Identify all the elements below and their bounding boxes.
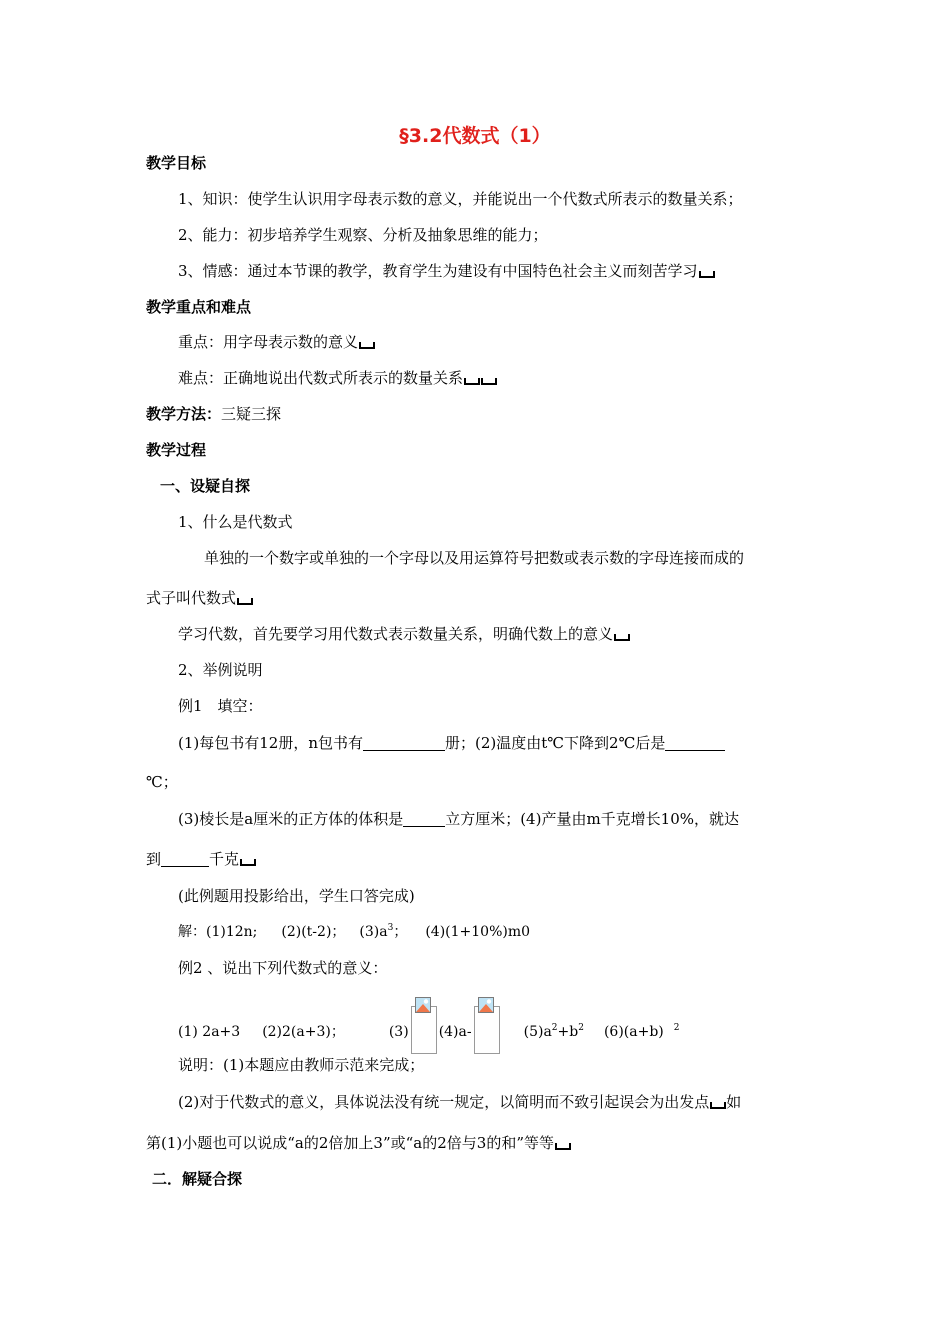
method-heading: 教学方法： (146, 405, 222, 423)
ex1-part5: 到 (146, 850, 162, 868)
ex1-part3: (3)棱长是a厘米的正方体的体积是 (178, 810, 404, 828)
process-heading: 教学过程 (146, 441, 207, 459)
page-title: §3.2代数式（1） (399, 125, 551, 147)
explanation-3 (146, 1133, 571, 1153)
ex2-item-1: (1) 2a+3 (178, 1024, 241, 1040)
example-1-line-4 (146, 849, 256, 869)
fill-blank (161, 850, 209, 867)
example-1-line-1 (178, 733, 725, 753)
paragraph-mark (240, 859, 256, 866)
solution-3-tail: ； (393, 924, 408, 940)
ex1-part1: (1)每包书有12册，n包书有 (178, 734, 363, 752)
example-2-items (178, 1006, 680, 1054)
goal-emotion (178, 261, 715, 281)
part1-heading: 一、设疑自探 (160, 477, 251, 495)
broken-image-frame (411, 1006, 437, 1054)
definition-line-2 (146, 588, 253, 608)
solution-2: (2)(t-2)； (281, 924, 346, 940)
fill-blank (665, 734, 725, 751)
explanation-1: 说明：(1)本题应由教师示范来完成； (178, 1056, 425, 1074)
ex2-item-5: (5)a (523, 1024, 552, 1040)
solution-label: 解： (178, 924, 206, 940)
ex2-item-4: (4)a- (438, 1024, 472, 1040)
ex1-part2: 册；(2)温度由t℃下降到2℃后是 (445, 734, 666, 752)
difficulty-text: 难点：正确地说出代数式所表示的数量关系 (178, 369, 464, 387)
solution-4: (4)(1+10%)m0 (425, 924, 531, 940)
definition-line-1: 单独的一个数字或单独的一个字母以及用运算符号把数或表示数的字母连接而成的 (204, 549, 745, 567)
key-point-text: 重点：用字母表示数的意义 (178, 333, 359, 351)
goal-ability: 2、能力：初步培养学生观察、分析及抽象思维的能力； (178, 226, 548, 244)
broken-image-icon (478, 997, 494, 1013)
learn-line (178, 624, 630, 644)
question-1: 1、什么是代数式 (178, 513, 293, 531)
fill-blank (363, 734, 445, 751)
ex2-item-5-exp-b: 2 (578, 1023, 584, 1033)
paragraph-mark (614, 634, 630, 641)
goals-heading: 教学目标 (146, 154, 207, 172)
keys-heading: 教学重点和难点 (146, 298, 252, 316)
ex1-part6: 千克 (209, 850, 240, 868)
ex2-item-2: (2)2(a+3)； (262, 1024, 345, 1040)
definition-text: 式子叫代数式 (146, 589, 237, 607)
paragraph-mark (710, 1102, 726, 1109)
method-text: 三疑三探 (221, 405, 282, 423)
explanation-3-text: 第(1)小题也可以说成“a的2倍加上3”或“a的2倍与3的和”等等 (146, 1134, 554, 1152)
broken-image-frame (474, 1006, 500, 1054)
explanation-2-tail: 如 (726, 1093, 742, 1111)
ex2-item-5-exp-a: 2 (551, 1023, 558, 1033)
fill-blank (403, 810, 445, 827)
paragraph-mark (464, 378, 480, 385)
ex2-item-5-mid: +b (557, 1024, 579, 1040)
part2-heading: 二．解疑合探 (152, 1170, 243, 1188)
example-1-heading: 例1 填空： (178, 697, 263, 715)
difficulty-point (178, 368, 497, 388)
learn-text: 学习代数，首先要学习用代数式表示数量关系，明确代数上的意义 (178, 625, 614, 643)
explanation-2-text: (2)对于代数式的意义，具体说法没有统一规定，以简明而不致引起误会为出发点 (178, 1093, 710, 1111)
paragraph-mark (481, 378, 497, 385)
example-1-note: (此例题用投影给出，学生口答完成) (178, 887, 415, 905)
ex2-item-3: (3) (388, 1024, 409, 1040)
solution-line (178, 922, 530, 942)
solution-3: (3)a (359, 924, 388, 940)
paragraph-mark (359, 342, 375, 349)
paragraph-mark (699, 271, 715, 278)
ex2-item-6-exp: 2 (673, 1023, 680, 1033)
paragraph-mark (237, 598, 253, 605)
key-point (178, 332, 375, 352)
explanation-2 (178, 1092, 741, 1112)
paragraph-mark (555, 1143, 571, 1150)
example-1-line-3 (178, 809, 739, 829)
question-2: 2、举例说明 (178, 661, 263, 679)
broken-image-icon (415, 997, 431, 1013)
ex2-item-6: (6)(a+b) (603, 1024, 664, 1040)
solution-1: (1)12n; (206, 924, 258, 940)
method-line (146, 404, 281, 424)
goal-knowledge: 1、知识：使学生认识用字母表示数的意义，并能说出一个代数式所表示的数量关系； (178, 190, 743, 208)
goal-emotion-text: 3、情感：通过本节课的教学，教育学生为建设有中国特色社会主义而刻苦学习 (178, 262, 698, 280)
ex1-part4: 立方厘米；(4)产量由m千克增长10%，就达 (445, 810, 740, 828)
solution-3-exponent: 3 (387, 923, 394, 933)
example-1-line-2: ℃； (146, 773, 178, 791)
example-2-heading: 例2 、说出下列代数式的意义： (178, 959, 388, 977)
